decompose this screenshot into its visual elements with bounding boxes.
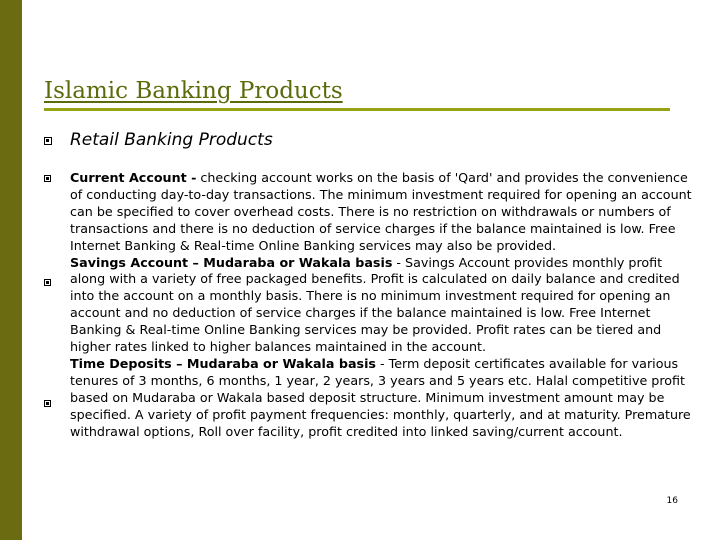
bullet-icon xyxy=(44,279,51,286)
bullet-icon xyxy=(44,175,51,182)
product-description: checking account works on the basis of 'Qard' and provides the convenience of conducting day-to-day transactions. The minimum investment required for opening an account can be specified to cover overhead costs. There is no restriction on withdrawals or numbers of transactions and there is no deduction of service charges if the balance maintained is low. Free Internet Banking & Real-time Online Banking services may also be provided. xyxy=(70,170,692,253)
product-time-deposits xyxy=(70,356,694,441)
slide-title: Islamic Banking Products xyxy=(44,78,343,104)
product-description: - Savings Account provides monthly profit along with a variety of free packaged benefits. Profit is calculated on daily balance and credited into the account on a monthly basis. There is no minimum investment required for opening an account and no deduction of service charges if the balance maintained is low. Free Internet Banking & Real-time Online Banking services may be provided. Profit rates can be tiered and higher rates linked to higher balances maintained in the account. xyxy=(70,254,680,355)
product-term: Savings Account – Mudaraba or Wakala basis xyxy=(70,254,393,270)
page-number: 16 xyxy=(666,496,678,506)
product-term: Time Deposits – Mudaraba or Wakala basis xyxy=(70,355,376,371)
product-term: Current Account - xyxy=(70,170,197,185)
left-accent-bar xyxy=(0,0,22,540)
section-heading: Retail Banking Products xyxy=(70,130,273,150)
bullet-icon xyxy=(44,400,51,407)
product-list xyxy=(70,170,694,441)
bullet-icon xyxy=(44,137,52,145)
product-savings-account xyxy=(70,255,694,356)
title-divider xyxy=(44,108,670,111)
product-description: - Term deposit certificates available for various tenures of 3 months, 6 months, 1 year, 2 years, 3 years and 5 years etc. Halal competitive profit based on Mudaraba or Wakala based deposit structure. Minimum investment amount may be specified. A variety of profit payment frequencies: monthly, quarterly, and at maturity. Premature withdrawal options, Roll over facility, profit credited into linked saving/current account. xyxy=(70,355,691,439)
product-current-account xyxy=(70,170,694,255)
